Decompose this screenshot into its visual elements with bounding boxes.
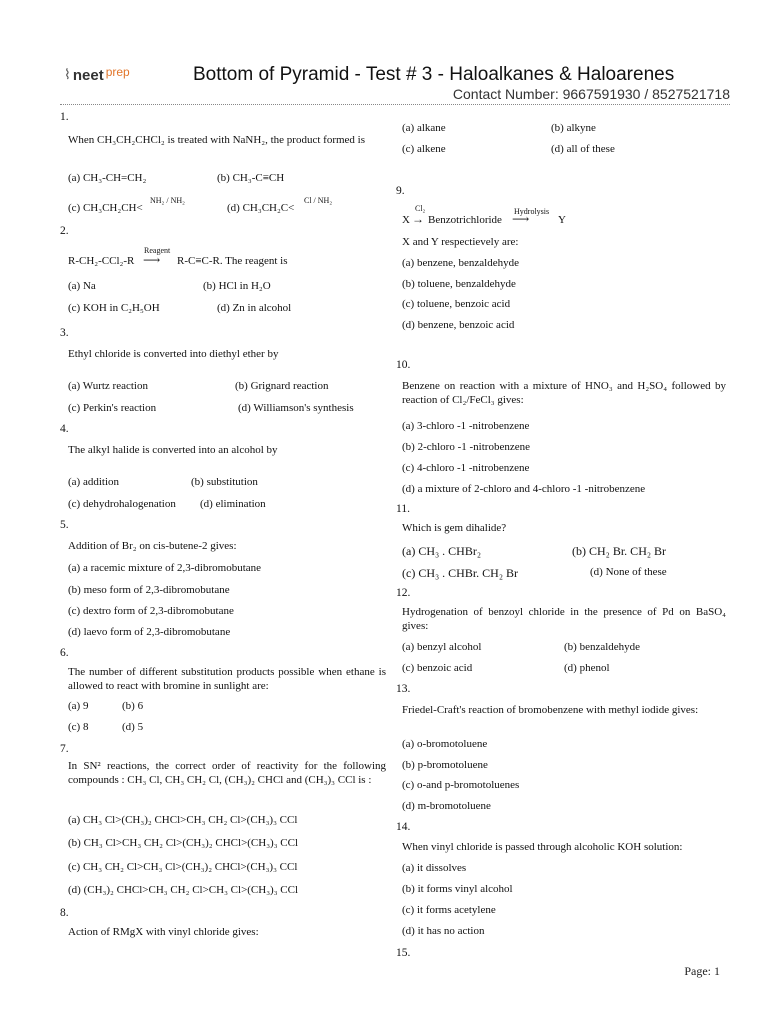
option-c: (c) benzoic acid (402, 662, 473, 674)
option-a: (a) Na (68, 280, 96, 292)
option-b: (b) CH₃ Cl>CH₃ CH₂ Cl>(CH₃)₂ CHCl>(CH₃)₃ CCl (68, 837, 299, 849)
option-b: (b) benzaldehyde (564, 641, 641, 653)
option-a: (a) benzene, benzaldehyde (402, 257, 519, 269)
question-text: Action of RMgX with vinyl chloride gives: (68, 926, 259, 938)
option-c: (c) CH₃ CH₂ Cl>CH₃ Cl>(CH₃)₂ CHCl>(CH₃)₃ CCl (68, 861, 298, 873)
option-b: (b) toluene, benzaldehyde (402, 278, 516, 290)
option-a: (a) addition (68, 476, 120, 488)
option-c: (c) 4-chloro -1 -nitrobenzene (402, 462, 530, 474)
question-number: 1. (60, 111, 69, 123)
option-c: (c) it forms acetylene (402, 904, 496, 916)
intermediate: Benzotrichloride (428, 214, 502, 226)
option-b: (b) 2-chloro -1 -nitrobenzene (402, 441, 530, 453)
option-d: (d) laevo form of 2,3-dibromobutane (68, 626, 231, 638)
option-b: (b) CH₃-C≡CH (217, 172, 285, 184)
option-d: (d) a mixture of 2-chloro and 4-chloro -1 -nitrobenzene (402, 483, 646, 495)
option-d: (d) it has no action (402, 925, 485, 937)
page-title: Bottom of Pyramid - Test # 3 - Haloalkanes & Haloarenes (193, 64, 675, 85)
option-a: (a) CH₃ Cl>(CH₃)₂ CHCl>CH₃ CH₂ Cl>(CH₃)₃ CCl (68, 814, 298, 826)
option-d: (d) Williamson's synthesis (238, 402, 354, 414)
option-c: (c) CH₃CH₂CH< (68, 202, 143, 214)
option-b: (b) CH₂ Br. CH₂ Br (572, 544, 667, 558)
reaction-arrow-1: → (412, 212, 424, 226)
option-b: (b) substitution (191, 476, 258, 488)
option-d: (d) CH₃CH₂C< (227, 202, 295, 214)
question-number: 9. (396, 185, 405, 197)
question-number: 6. (60, 647, 69, 659)
option-d: (d) phenol (564, 662, 610, 674)
option-c-substituents: NH₂ / NH₂ (150, 196, 185, 205)
option-a: (a) 3-chloro -1 -nitrobenzene (402, 420, 530, 432)
option-b: (b) it forms vinyl alcohol (402, 883, 513, 895)
option-b: (b) alkyne (551, 122, 596, 134)
reactant-x: X (402, 214, 410, 226)
option-d: (d) Zn in alcohol (217, 302, 292, 314)
question-number: 10. (396, 359, 411, 371)
question-number: 5. (60, 519, 69, 531)
option-d: (d) m-bromotoluene (402, 800, 491, 812)
page-number: Page: 1 (684, 964, 720, 978)
question-text: Addition of Br₂ on cis-butene-2 gives: (68, 540, 237, 552)
option-d: (d) benzene, benzoic acid (402, 319, 515, 331)
question-text: The alkyl halide is converted into an alcohol by (68, 444, 278, 456)
question-text-left: R-CH₂-CCl₂-R (68, 255, 135, 267)
option-d: (d) all of these (551, 143, 615, 155)
reaction-arrow-2: ⟶ (512, 212, 530, 226)
logo-icon: ⌇ (64, 67, 71, 83)
option-c: (c) o-and p-bromotoluenes (402, 779, 520, 791)
option-c: (c) 8 (68, 721, 89, 733)
question-text: The number of different substitution products possible when ethane is allowed to react with bromine in sunlight are: (68, 666, 386, 692)
question-number: 13. (396, 683, 411, 695)
question-number: 7. (60, 743, 69, 755)
hydrolysis-label: Hydrolysis (514, 207, 550, 216)
question-text: Ethyl chloride is converted into diethyl ether by (68, 348, 279, 360)
option-c: (c) Perkin's reaction (68, 402, 157, 414)
question-text: X and Y respectievely are: (402, 236, 519, 248)
option-b: (b) HCl in H₂O (203, 280, 271, 292)
question-text-right: R-C≡C-R. The reagent is (177, 255, 288, 267)
option-b: (b) Grignard reaction (235, 380, 329, 392)
option-a: (a) it dissolves (402, 862, 467, 874)
question-text: When CH₃CH₂CHCl₂ is treated with NaNH₂, the product formed is (68, 134, 366, 146)
reagent-label: Reagent (144, 246, 171, 255)
option-a: (a) CH₃-CH=CH₂ (68, 172, 147, 184)
question-text: Hydrogenation of benzoyl chloride in the presence of Pd on BaSO₄ gives: (402, 606, 726, 632)
logo-neet-text: neet (72, 66, 104, 84)
option-d: (d) elimination (200, 498, 266, 510)
reaction-arrow: ⟶ (143, 253, 161, 267)
question-number: 11. (396, 503, 410, 515)
question-number: 4. (60, 423, 69, 435)
option-c: (c) dextro form of 2,3-dibromobutane (68, 605, 234, 617)
contact-number: Contact Number: 9667591930 / 8527521718 (452, 86, 730, 102)
option-c: (c) alkene (402, 143, 446, 155)
option-b: (b) 6 (122, 700, 144, 712)
question-text: Benzene on reaction with a mixture of HNO₃ and H₂SO₄ followed by reaction of Cl₂/FeCl₃ gives: (402, 380, 726, 406)
neetprep-logo (64, 64, 130, 86)
option-c: (c) dehydrohalogenation (68, 498, 176, 510)
option-b: (b) p-bromotoluene (402, 759, 488, 771)
option-a: (a) o-bromotoluene (402, 738, 488, 750)
product-y: Y (558, 214, 566, 226)
option-a: (a) a racemic mixture of 2,3-dibromobutane (68, 562, 262, 574)
option-d: (d) (CH₃)₂ CHCl>CH₃ CH₂ Cl>CH₃ Cl>(CH₃)₃ CCl (68, 884, 299, 896)
question-number: 3. (60, 327, 69, 339)
option-d: (d) 5 (122, 721, 144, 733)
question-text: When vinyl chloride is passed through alcoholic KOH solution: (402, 841, 683, 853)
question-text: In SN² reactions, the correct order of reactivity for the following compounds : CH₃ Cl, CH₃ CH₂ Cl, (CH₃)₂ CHCl and (CH₃)₃ CCl is : (68, 760, 386, 786)
option-c: (c) CH₃ . CHBr. CH₂ Br (402, 566, 519, 580)
option-a: (a) Wurtz reaction (68, 380, 148, 392)
option-a: (a) CH₃ . CHBr₂ (402, 544, 482, 558)
option-c: (c) KOH in C₂H₅OH (68, 302, 160, 314)
question-number: 12. (396, 587, 411, 599)
question-text: Friedel-Craft's reaction of bromobenzene with methyl iodide gives: (402, 704, 699, 716)
question-number: 8. (60, 907, 69, 919)
question-number: 2. (60, 225, 69, 237)
option-d: (d) None of these (590, 566, 667, 578)
option-d-substituents: Cl / NH₂ (304, 196, 333, 205)
logo-prep-text: prep (105, 65, 130, 79)
header-divider (60, 104, 730, 105)
option-a: (a) benzyl alcohol (402, 641, 482, 653)
question-text: Which is gem dihalide? (402, 522, 507, 534)
option-c: (c) toluene, benzoic acid (402, 298, 511, 310)
question-number: 14. (396, 821, 411, 833)
option-a: (a) 9 (68, 700, 89, 712)
option-a: (a) alkane (402, 122, 446, 134)
question-number: 15. (396, 947, 411, 959)
option-b: (b) meso form of 2,3-dibromobutane (68, 584, 230, 596)
cl2-label: Cl₂ (415, 204, 426, 213)
